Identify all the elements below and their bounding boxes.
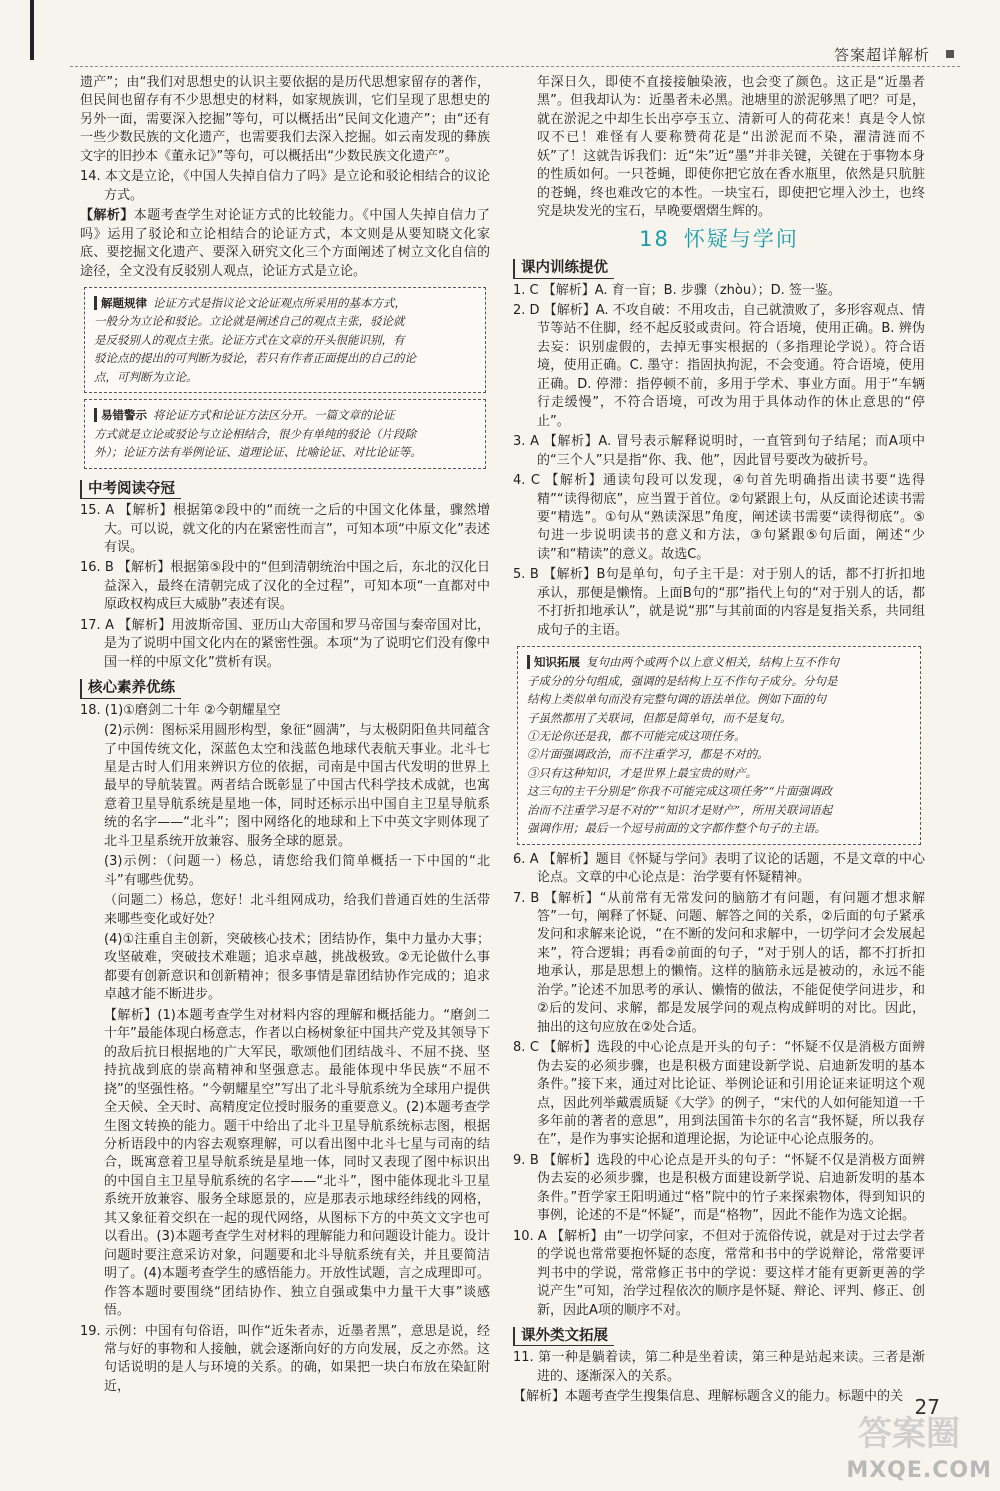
tip-line: 外）；论证方法有举例论证、道理论证、比喻论证、对比论证等。: [94, 445, 422, 460]
tip-line: 治而不注重学习是不对的”“知识才是财产”，所用关联词语起: [527, 802, 833, 817]
tip-box-rules: [84, 287, 486, 393]
answer-5: 5. B 【解析】B句是单句，句子主干是：对于别人的话，都不打折扣地承认，那便是懒惰。上面B句的“那”指代上句的“对于别人的话，都不打折扣地承认”，就是说“那”与其前面的内容是复指关系，共同组成句子的主语。: [513, 567, 925, 638]
tip-line: 强调作用；最后一个逗号前面的文字都作整个句子的主语。: [527, 821, 826, 836]
answer-11-analysis: 【解析】本题考查学生搜集信息、理解标题含义的能力。标题中的关: [513, 1389, 904, 1405]
tip-line: ①无论你还是我，都不可能完成这项任务。: [527, 728, 746, 743]
binding-bar: [30, 0, 34, 60]
answer-14-text: 14. 本文是立论，《中国人失掉自信力了吗》是立论和驳论相结合的议论方式。: [80, 169, 490, 203]
answer-3: 3. A 【解析】A. 冒号表示解释说明时，一直管到句子结尾；而A项中的“三个人”只是指“你、我、他”，因此冒号要改为破折号。: [513, 434, 925, 468]
intro-paragraph: 遗产”；由“我们对思想史的认识主要依据的是历代思想家留存的著作，但民间也留存有不少思想史的材料，如家规族训，它们呈现了思想史的另外一面，需要深入挖掘”等句，可以概括出“民间文化遗产”；由“还有一些少数民族的文化遗产，也需要我们去深入挖掘。如云南发现的彝族文字的旧抄本《董永记》”等句，可以概括出“少数民族文化遗产”。: [80, 75, 490, 164]
answer-9: 9. B 【解析】选段的中心论点是开头的句子：“怀疑不仅是消极方面辨伪去妄的必须步骤，也是积极方面建设新学说、启迪新发明的基本条件。”哲学家王阳明通过“格”院中的竹子来探索物体，得到知识的事例，论述的不是“怀疑”，而是“格物”，因此不能作为选文论据。: [513, 1152, 925, 1224]
answer-17: 17. A 【解析】用波斯帝国、亚历山大帝国和罗马帝国与秦帝国对比，是为了说明中国文化内在的紧密性强。本项“为了说明它们没有像中国一样的中原文化”赏析有误。: [80, 617, 490, 670]
right-column: [513, 74, 925, 1409]
tip-line: 子虽然都用了关联词，但都是简单句，而不是复句。: [527, 710, 792, 725]
answer-14: [80, 168, 490, 205]
chapter-number: 18: [639, 226, 670, 251]
answer-8: 8. C 【解析】选段的中心论点是开头的句子：“怀疑不仅是消极方面辨伪去妄的必须步骤，也是积极方面建设新学说、启迪新发明的基本条件。”接下来，通过对比论证、举例论证和引用论证来证明这个观点，因此列举戴震质疑《大学》的例子，“宋代的人如何能知道一千多年前的著者的意思”，用到法国笛卡尔的名言“我怀疑，所以我存在”，是作为事实论据和道理论据，为论证中心论点服务的。: [513, 1040, 925, 1148]
tip-box-title: 知识拓展: [527, 655, 580, 669]
tip-line: 方式就是立论或驳论与立论相结合，很少有单纯的驳论（片段除: [94, 426, 416, 441]
tip-line: 子成分的分句组成，强调的是结构上互不作句子成分。分句是: [527, 673, 838, 688]
tip-line: ③只有这种知识，才是世界上最宝贵的财产。: [527, 765, 757, 780]
tip-line: 复句由两个或两个以上意义相关，结构上互不作句: [586, 655, 839, 670]
answer-4: 4. C 【解析】通读句段可以发现，④句首先明确指出读书要“选得精”“读得彻底”，应当置于首位。②句紧跟上句，从反面论述读书需要“精选”。①句从“熟读深思”角度，阐述读书需要“读得彻底”。⑤句进一步说明读书的意义和方法，③句紧跟⑤句后面，阐述“少读”和“精读”的意义。故选C。: [513, 473, 925, 562]
answer-2: 2. D 【解析】A. 不攻自破：不用攻击，自己就溃败了，多形容观点、情节等站不住脚，经不起反驳或责问。符合语境，使用正确。B. 辨伪去妄：识别虚假的，去掉无事实根据的（多指理论学说）。符合语境，使用正确。C. 墨守：指固执拘泥，不会变通。符合语境，使用正确。D. 停滞：指停顿不前，多用于学术、事业方面。用于“车辆行走缓慢”，不符合语境，可改为用于具体动作的休止意思的“停止”。: [513, 302, 925, 429]
watermark-logo: 答案圈: [858, 1414, 960, 1454]
answer-7: 7. B 【解析】“从前常有无常发问的脑筋才有问题，有问题才想求解答”一句，阐释了怀疑、问题、解答之间的关系，②后面的句子紧承发问和求解来论说，“在不断的发问和求解中，一切学问才会发展起来”，符合逻辑；再看②前面的句子，“对于别人的话，都不打折扣地承认，那是思想上的懒惰。这样的脑筋永远是被动的，永远不能治学。”论述不加思考的承认、懒惰的做法，不能促使学问进步，和②后的发问、求解，都是发展学问的观点构成鲜明的对比。因此，抽出的这句应放在②处合适。: [513, 890, 925, 1035]
left-column: [80, 74, 490, 1398]
tip-line: 结构上类似单句而没有完整句调的语法单位。例如下面的句: [527, 692, 826, 707]
header-label: 答案超详解析: [833, 46, 930, 64]
section-heading: 中考阅读夺冠: [80, 480, 181, 499]
answer-11: 11. 第一种是躺着读，第二种是坐着读，第三种是站起来读。三者是渐进的、逐渐深入的关系。: [513, 1350, 925, 1384]
tip-line: 这三句的主干分别是“你我不可能完成这项任务”“片面强调政: [527, 784, 833, 799]
answer-6: 6. A 【解析】题目《怀疑与学问》表明了议论的话题，不是文章的中心论点。文章的中心论点是：治学要有怀疑精神。: [513, 851, 925, 886]
answer-18-2: (2)示例：图标采用圆形构型，象征“圆满”，与太极阴阳鱼共同蕴含了中国传统文化，深蓝色太空和浅蓝色地球代表航天事业。北斗七星是古时人们用来辨识方位的依据，司南是中国古代发明的世界上最早的导航装置。两者结合既彰显了中国古代科学技术成就，也寓意着卫星导航系统是星地一体，同时还标示出中国自主卫星导航系统的名字——“北斗”；图中网络化的地球和上下中英文字则体现了北斗卫星系统开放兼容、服务全球的愿景。: [104, 723, 490, 849]
tip-box-title: 易错警示: [94, 408, 147, 422]
tip-line: 将论证方式和论证方法区分开。一篇文章的论证: [153, 408, 395, 423]
watermark-url: MXQE.COM: [846, 1458, 992, 1483]
chapter-title-text: 怀疑与学问: [683, 226, 799, 251]
page-number: 27: [914, 1395, 940, 1419]
chapter-title: [513, 226, 925, 251]
answer-18-4: (4)①注重自主创新，突破核心技术；团结协作，集中力量办大事；攻坚破难，突破技术难题；追求卓越，挑战极致。②无论做什么事都要有创新意识和创新精神；很多事情是靠团结协作完成的；追求卓越才能不断进步。: [104, 932, 490, 1003]
continued-paragraph: 年深日久，即使不直接接触染液，也会变了颜色。这正是“近墨者黑”。但我却认为：近墨者未必黑。池塘里的淤泥够黑了吧？可是，就在淤泥之中却生长出亭亭玉立、清新可人的荷花来！真是令人惊叹不已！难怪有人要称赞荷花是“出淤泥而不染，濯清涟而不妖”了！这就告诉我们：近“朱”近“墨”并非关键，关键在于事物本身的性质如何。一只苍蝇，即使你把它放在香水瓶里，依然是只肮脏的苍蝇，终也难改它的本性。一块宝石，即使把它埋入沙土，也终究是块发光的宝石，早晚要熠熠生辉的。: [537, 75, 925, 220]
answer-14-analysis-text: 本题考查学生对论证方式的比较能力。《中国人失掉自信力了吗》运用了驳论和立论相结合的论证方式，本文则是从要知晓文化家底、要挖掘文化遗产、要深入研究文化三个方面阐述了树立文化自信的途径，全文没有反驳别人观点，论证方式是立论。: [80, 208, 490, 279]
tip-line: 是反驳别人的观点主张。论证方式在文章的开头很能识别，有: [94, 332, 405, 347]
answer-1: 1. C 【解析】A. 育一盲；B. 步骤（zhòu）；D. 签一鉴。: [513, 282, 841, 298]
tip-line: 论证方式是指议论文论证观点所采用的基本方式，: [153, 295, 406, 310]
page-header: [70, 40, 960, 67]
answer-19: 19. 示例：中国有句俗语，叫作“近朱者赤，近墨者黑”，意思是说，经常与好的事物和人接触，就会逐渐向好的方向发展，反之亦然。这句话说明的是人与环境的关系。的确，如果把一块白布放在染缸附近，: [80, 1323, 490, 1394]
tip-line: 点，可判断为立论。: [94, 369, 198, 384]
answer-18-analysis: 【解析】(1)本题考查学生对材料内容的理解和概括能力。“磨剑二十年”最能体现白杨意志，作者以白杨树象征中国共产党及其领导下的敌后抗日根据地的广大军民，歌颂他们团结战斗、不屈不挠、坚持抗战到底的崇高精神和坚强意志。最能体现中华民族“不屈不挠”的坚强性格。“今朝耀星空”写出了北斗导航系统为全球用户提供全天候、全天时、高精度定位授时服务的重要意义。(2)本题考查学生图文转换的能力。题干中给出了北斗卫星导航系统标志图，根据分析语段中的内容去观察理解，可以看出图中北斗七星与司南的结合，既寓意着卫星导航系统是星地一体，同时又表现了图中标识出的中国自主卫星导航系统的名字——“北斗”，图中能体现北斗卫星系统开放兼容、服务全球愿景的，应是那表示地球经纬线的网格，其又象征着交织在一起的现代网络，从图标下方的中英文文字也可以看出。(3)本题考查学生对材料的理解能力和问题设计能力。设计问题时要注意采访对象，问题要和北斗导航系统有关，并且要简洁明了。(4)本题考查学生的感悟能力。开放性试题，言之成理即可。作答本题时要围绕“团结协作、独立自强或集中力量干大事”谈感悟。: [104, 1007, 490, 1319]
section-heading: 核心素养优练: [80, 679, 181, 698]
tip-box-warning: [84, 399, 486, 468]
answer-16: 16. B 【解析】根据第⑤段中的“但到清朝统治中国之后，东北的汉化日益深入，最终在清朝完成了汉化的全过程”，可知本项“一直都对中原政权构成巨大威胁”表述有误。: [80, 560, 490, 613]
tip-line: ②片面强调政治，而不注重学习，都是不对的。: [527, 747, 769, 762]
header-square-icon: [946, 50, 954, 58]
answer-14-analysis: [80, 207, 490, 281]
analysis-label: 【解析】: [80, 208, 134, 224]
answer-18-3: (3)示例：（问题一）杨总，请您给我们简单概括一下中国的“北斗”有哪些优势。: [104, 854, 490, 888]
answer-15: 15. A 【解析】根据第②段中的“而统一之后的中国文化体量，骤然增大。可以说，就文化的内在紧密性而言”，可知本项“中原文化”表述有误。: [80, 503, 490, 555]
tip-line: 一般分为立论和驳论。立论就是阐述自己的观点主张，驳论就: [94, 314, 405, 329]
answer-18-3b: （问题二）杨总，您好！北斗组网成功，给我们普通百姓的生活带来哪些变化或好处？: [104, 893, 490, 927]
section-heading: 课内训练提优: [513, 259, 614, 278]
tip-line: 驳论点的提出的可判断为驳论，若只有作者正面提出的自己的论: [94, 351, 416, 366]
answer-18-1: 18. (1)①磨剑二十年 ②今朝耀星空: [80, 702, 281, 718]
tip-box-title: 解题规律: [94, 296, 147, 310]
answer-10: 10. A 【解析】由“一切学问家，不但对于流俗传说，就是对于过去学者的学说也常常要抱怀疑的态度，常常和书中的学说辩论，常常要评判书中的学说，常常修正书中的学说：要这样才能有更新更善的学说产生”可知，治学过程依次的顺序是怀疑、辩论、评判、修正、创新，因此A项的顺序不对。: [513, 1228, 925, 1318]
tip-box-knowledge: [517, 646, 921, 845]
section-heading: 课外类文拓展: [513, 1327, 614, 1346]
